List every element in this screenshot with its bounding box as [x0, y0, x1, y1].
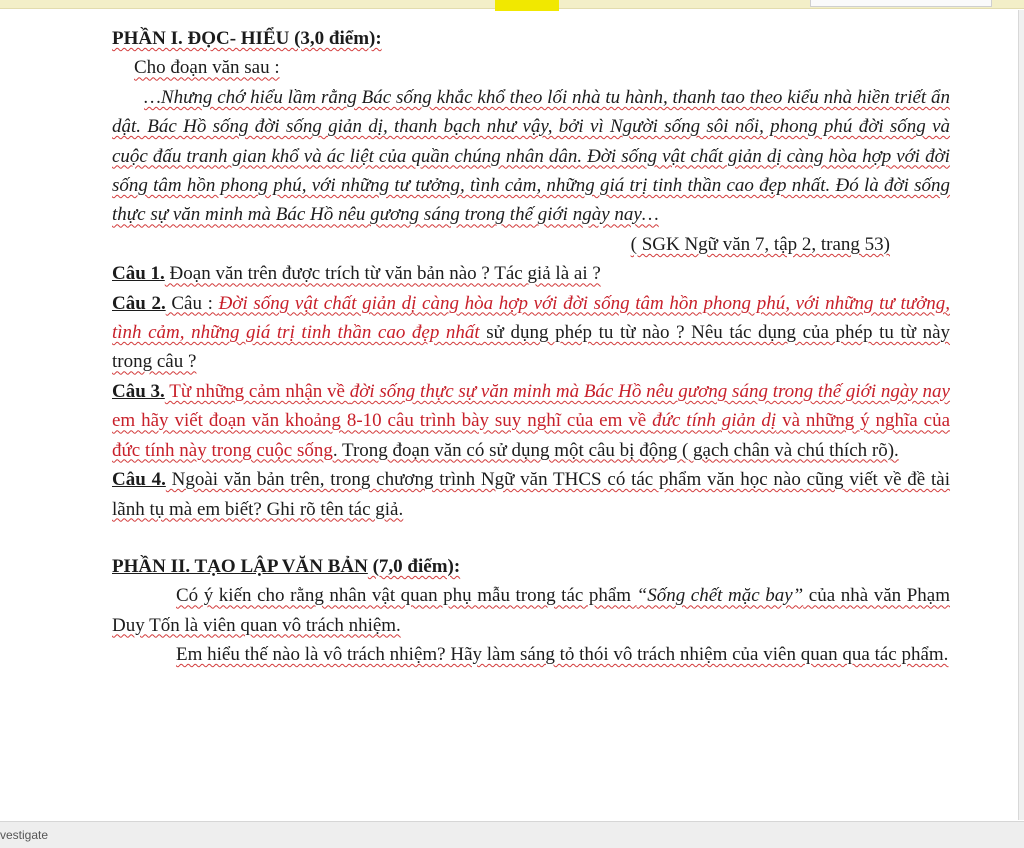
question-2-quote: Đời sống vật chất giản dị càng hòa hợp với đời sống tâm hồn phong phú, với những tư tưởng, tình cảm, những giá trị tinh thần cao đẹp nhất [112, 292, 950, 344]
part2-heading-score: (7,0 điểm): [367, 555, 461, 577]
intro-text: Cho đoạn văn sau : [134, 57, 280, 79]
part2-p1-tail: của nhà văn Phạm Duy Tốn là viên quan vô trách nhiệm. [112, 585, 950, 636]
document-page [112, 24, 950, 670]
question-1-text: Đoạn văn trên được trích từ văn bản nào ? Tác giả là ai ? [164, 263, 601, 285]
part2-p1-lead: Có ý kiến cho rằng nhân vật quan phụ mẫu trong tác phẩm [176, 585, 637, 607]
top-ribbon-strip [0, 0, 1024, 9]
question-3-mid2: và những ý nghĩa của đức tính này trong cuộc sống [112, 410, 950, 461]
question-3-label: Câu 3. [112, 380, 165, 402]
question-3-lead: Từ những cảm nhận về [164, 380, 350, 402]
question-3 [112, 377, 950, 465]
part2-heading [112, 552, 950, 581]
status-text: vestigate [0, 828, 49, 842]
section-gap [112, 524, 950, 552]
passage-text: …Nhưng chớ hiểu lầm rằng Bác sống khắc khổ theo lối nhà tu hành, thanh tao theo kiểu nhà hiền triết ẩn dật. Bác Hồ sống đời sống giản dị, thanh bạch như vậy, bởi vì Người sống sôi nổi, phong phú đời sống và cuộc đấu tranh gian khổ và ác liệt của quần chúng nhân dân. Đời sống vật chất giản dị càng hòa hợp với đời sống tâm hồn phong phú, với những tư tưởng, tình cảm, những giá trị tinh thần cao đẹp nhất. Đó là đời sống thực sự văn minh mà Bác Hồ nêu gương sáng trong thế giới ngày nay… [112, 86, 950, 226]
intro-line [112, 53, 950, 82]
question-3-quote: đời sống thực sự văn minh mà Bác Hồ nêu gương sáng trong thế giới ngày nay [349, 380, 950, 402]
highlighted-title-fragment [495, 0, 559, 11]
part2-heading-main: PHẦN II. TẠO LẬP VĂN BẢN [112, 555, 368, 577]
question-3-tail: . Trong đoạn văn có sử dụng một câu bị động ( gạch chân và chú thích rõ). [332, 439, 899, 461]
part1-heading [112, 24, 950, 53]
part2-p1-title: “Sống chết mặc bay” [636, 585, 804, 607]
question-2-lead: Câu : [165, 292, 219, 314]
question-2-label: Câu 2. [112, 292, 166, 314]
part2-paragraph-1 [112, 581, 950, 640]
vertical-scrollbar[interactable] [1018, 10, 1024, 820]
question-4-label: Câu 4. [112, 469, 166, 491]
passage [112, 83, 950, 230]
part2-p2-text: Em hiểu thế nào là vô trách nhiệm? Hãy làm sáng tỏ thói vô trách nhiệm của viên quan qua tác phẩm. [176, 644, 949, 666]
source-text: ( SGK Ngữ văn 7, tập 2, trang 53) [630, 233, 890, 255]
question-1-label: Câu 1. [112, 263, 165, 285]
question-4 [112, 465, 950, 524]
part2-paragraph-2 [112, 640, 950, 669]
question-3-mid: em hãy viết đoạn văn khoảng 8-10 câu trình bày suy nghĩ của em về [112, 410, 653, 432]
status-bar [0, 821, 1024, 848]
source-citation [112, 230, 950, 259]
question-2-tail: sử dụng phép tu từ nào ? Nêu tác dụng của phép tu từ này trong câu ? [112, 322, 950, 373]
toolbar-box[interactable] [810, 0, 992, 7]
question-2 [112, 289, 950, 377]
question-3-quote2: đức tính giản dị [652, 410, 777, 432]
part1-heading-text: PHẦN I. ĐỌC- HIỂU (3,0 điểm): [112, 28, 382, 49]
question-1 [112, 259, 950, 288]
question-4-text: Ngoài văn bản trên, trong chương trình Ngữ văn THCS có tác phẩm văn học nào cũng viết về đề tài lãnh tụ mà em biết? Ghi rõ tên tác giả. [112, 469, 951, 520]
